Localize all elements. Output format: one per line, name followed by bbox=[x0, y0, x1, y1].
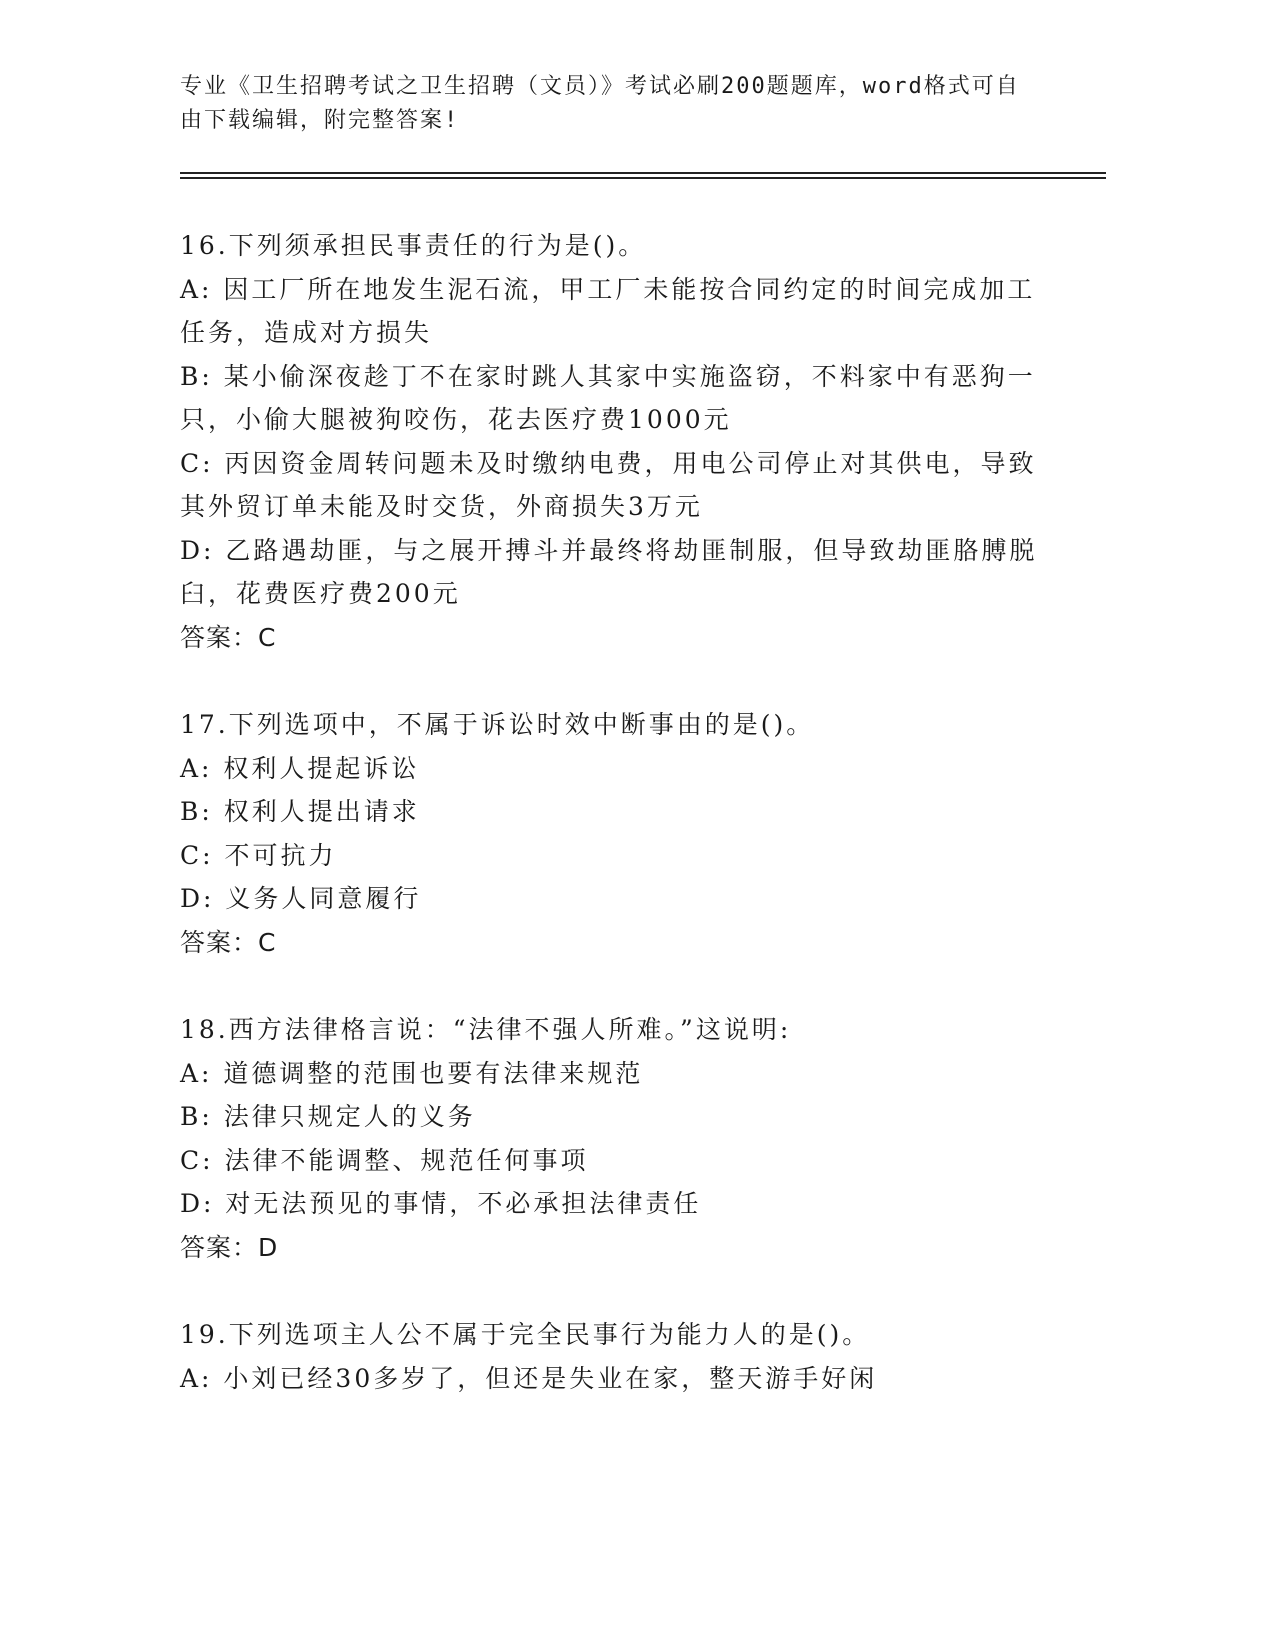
option-a: A: 小刘已经30多岁了，但还是失业在家，整天游手好闲 bbox=[180, 1363, 878, 1393]
option-d: D: 对无法预见的事情，不必承担法律责任 bbox=[180, 1189, 702, 1218]
question-stem: 18.西方法律格言说：“法律不强人所难。”这说明: bbox=[180, 1015, 792, 1044]
question-stem: 17.下列选项中，不属于诉讼时效中断事由的是()。 bbox=[180, 710, 815, 739]
option-a: A: 因工厂所在地发生泥石流，甲工厂未能按合同约定的时间完成加工任务，造成对方损失 bbox=[180, 274, 1036, 347]
option-b: B: 权利人提出请求 bbox=[180, 797, 420, 826]
header-rule-top bbox=[180, 172, 1106, 174]
question-stem: 19.下列选项主人公不属于完全民事行为能力人的是()。 bbox=[180, 1320, 871, 1349]
question-16 bbox=[180, 224, 1040, 659]
question-19 bbox=[180, 1313, 1040, 1400]
option-d: D: 乙路遇劫匪，与之展开搏斗并最终将劫匪制服，但导致劫匪胳膊脱臼，花费医疗费200元 bbox=[180, 535, 1038, 608]
answer: 答案：C bbox=[180, 622, 277, 652]
option-c: C: 丙因资金周转问题未及时缴纳电费，用电公司停止对其供电，导致其外贸订单未能及时交货，外商损失3万元 bbox=[180, 448, 1037, 521]
option-b: B: 某小偷深夜趁丁不在家时跳人其家中实施盗窃，不料家中有恶狗一只，小偷大腿被狗咬伤，花去医疗费1000元 bbox=[180, 361, 1036, 434]
option-b: B: 法律只规定人的义务 bbox=[180, 1102, 476, 1131]
option-a: A: 道德调整的范围也要有法律来规范 bbox=[180, 1058, 644, 1088]
option-c: C: 不可抗力 bbox=[180, 840, 337, 870]
option-c: C: 法律不能调整、规范任何事项 bbox=[180, 1145, 589, 1175]
answer: 答案：D bbox=[180, 1232, 279, 1262]
option-d: D: 义务人同意履行 bbox=[180, 884, 422, 913]
option-a: A: 权利人提起诉讼 bbox=[180, 753, 420, 783]
question-list bbox=[180, 224, 1040, 1444]
question-18 bbox=[180, 1008, 1040, 1269]
document-header: 专业《卫生招聘考试之卫生招聘（文员）》考试必刷200题题库，word格式可自由下载编辑，附完整答案! bbox=[180, 74, 1020, 133]
question-17 bbox=[180, 703, 1040, 964]
answer: 答案：C bbox=[180, 927, 277, 957]
header-rule-bottom bbox=[180, 177, 1106, 179]
question-stem: 16.下列须承担民事责任的行为是()。 bbox=[180, 231, 647, 260]
